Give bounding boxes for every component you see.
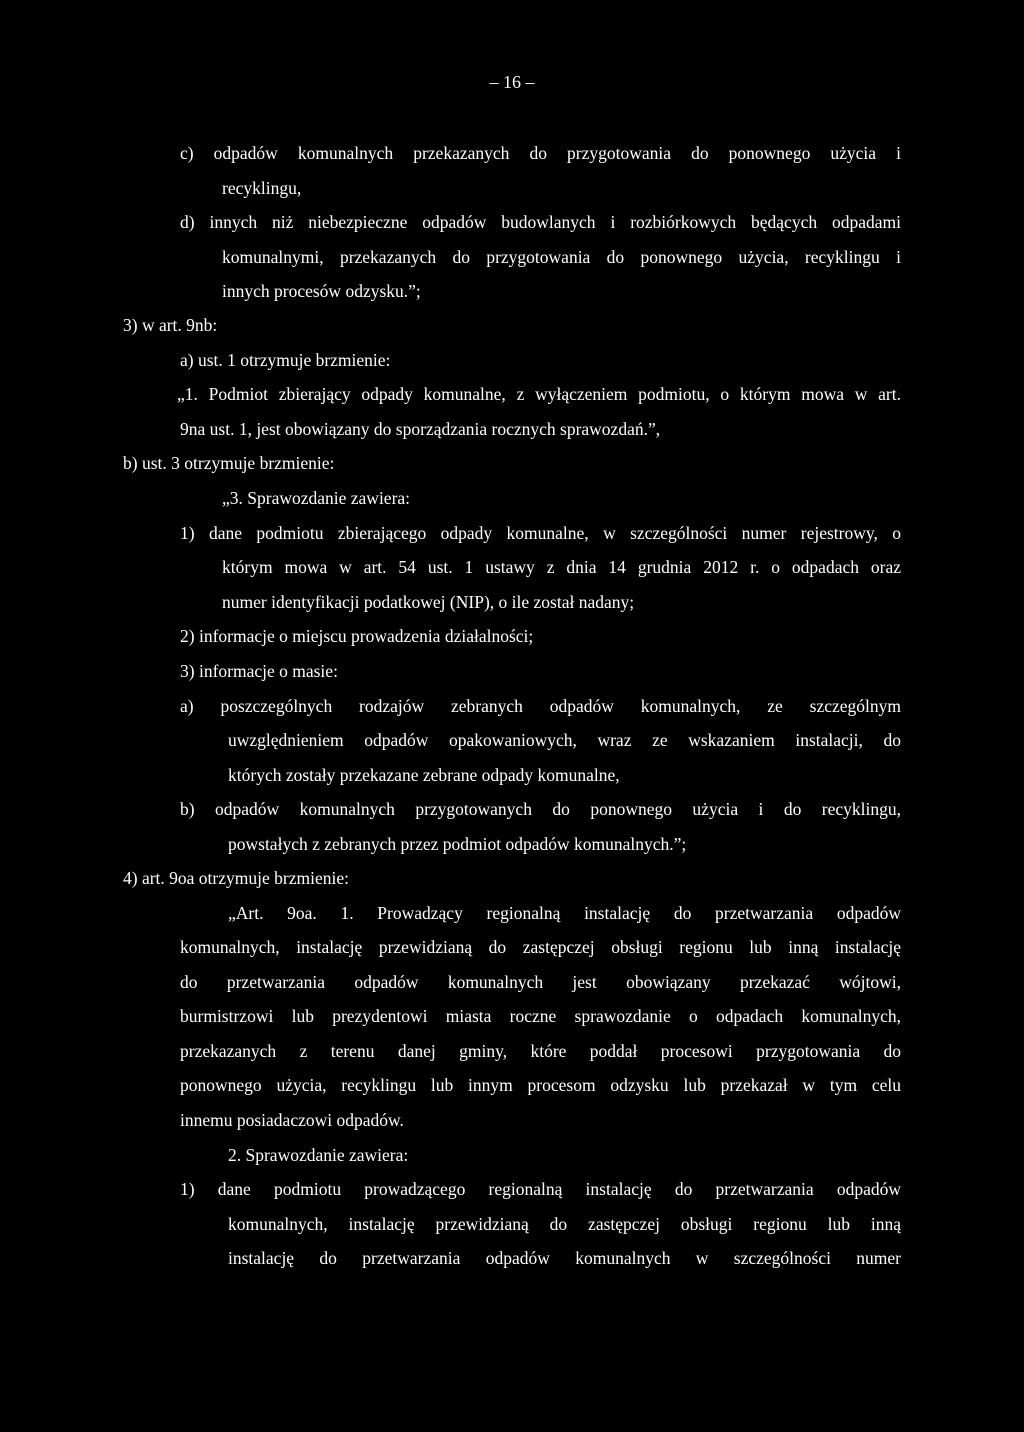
text-line: „3. Sprawozdanie zawiera:: [222, 488, 411, 508]
text-line: komunalnych, instalację przewidzianą do zastępczej obsługi regionu lub inną: [228, 1214, 901, 1234]
text-line: b) odpadów komunalnych przygotowanych do ponownego użycia i do recyklingu,: [180, 799, 901, 819]
text-line: 1) dane podmiotu zbierającego odpady komunalne, w szczególności numer rejestrowy, o: [180, 523, 901, 543]
text-line: d) innych niż niebezpieczne odpadów budowlanych i rozbiórkowych będących odpadami: [180, 212, 901, 232]
text-line: 3) informacje o masie:: [180, 661, 338, 681]
text-line: „1. Podmiot zbierający odpady komunalne, z wyłączeniem podmiotu, o którym mowa w art.: [177, 384, 901, 404]
text-line: którym mowa w art. 54 ust. 1 ustawy z dnia 14 grudnia 2012 r. o odpadach oraz: [222, 557, 901, 577]
text-line: komunalnymi, przekazanych do przygotowania do ponownego użycia, recyklingu i: [222, 247, 901, 267]
text-line: 1) dane podmiotu prowadzącego regionalną instalację do przetwarzania odpadów: [180, 1179, 901, 1199]
text-line: 9na ust. 1, jest obowiązany do sporządzania rocznych sprawozdań.”,: [180, 419, 661, 439]
text-line: burmistrzowi lub prezydentowi miasta roczne sprawozdanie o odpadach komunalnych,: [180, 1006, 901, 1026]
text-line: 2) informacje o miejscu prowadzenia działalności;: [180, 626, 534, 646]
text-line: 4) art. 9oa otrzymuje brzmienie:: [123, 868, 349, 888]
text-line: c) odpadów komunalnych przekazanych do przygotowania do ponownego użycia i: [180, 143, 901, 163]
text-line: numer identyfikacji podatkowej (NIP), o ile został nadany;: [222, 592, 635, 612]
text-line: do przetwarzania odpadów komunalnych jest obowiązany przekazać wójtowi,: [180, 972, 901, 992]
text-line: powstałych z zebranych przez podmiot odpadów komunalnych.”;: [228, 834, 687, 854]
text-line: recyklingu,: [222, 178, 302, 198]
text-line: innemu posiadaczowi odpadów.: [180, 1110, 404, 1130]
text-line: a) ust. 1 otrzymuje brzmienie:: [180, 350, 391, 370]
text-line: 3) w art. 9nb:: [123, 315, 218, 335]
text-line: komunalnych, instalację przewidzianą do zastępczej obsługi regionu lub inną instalację: [180, 937, 901, 957]
text-line: których zostały przekazane zebrane odpady komunalne,: [228, 765, 620, 785]
text-line: innych procesów odzysku.”;: [222, 281, 421, 301]
text-line: instalację do przetwarzania odpadów komunalnych w szczególności numer: [228, 1248, 901, 1268]
text-line: przekazanych z terenu danej gminy, które poddał procesowi przygotowania do: [180, 1041, 901, 1061]
text-line: uwzględnieniem odpadów opakowaniowych, wraz ze wskazaniem instalacji, do: [228, 730, 901, 750]
text-line: „Art. 9oa. 1. Prowadzący regionalną instalację do przetwarzania odpadów: [228, 903, 901, 923]
text-line: b) ust. 3 otrzymuje brzmienie:: [123, 453, 335, 473]
text-line: ponownego użycia, recyklingu lub innym procesom odzysku lub przekazał w tym celu: [180, 1075, 901, 1095]
text-line: a) poszczególnych rodzajów zebranych odpadów komunalnych, ze szczególnym: [180, 696, 901, 716]
page-number: – 16 –: [489, 72, 535, 92]
text-line: 2. Sprawozdanie zawiera:: [228, 1145, 409, 1165]
